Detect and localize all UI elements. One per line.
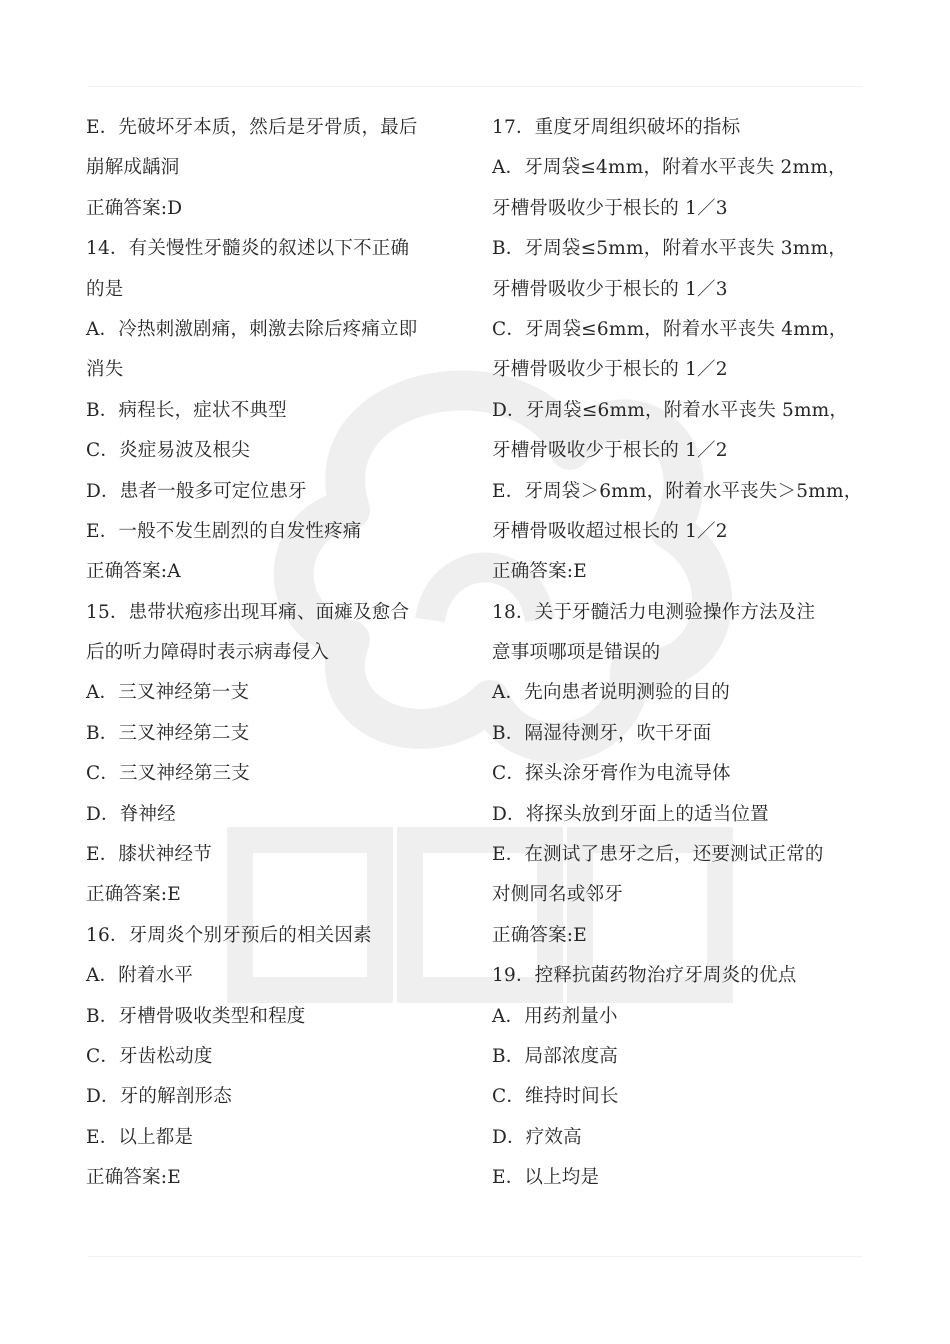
right-column-line: 牙槽骨吸收少于根长的 1／2 [492, 440, 728, 462]
left-column-line: 16．牙周炎个别牙预后的相关因素 [86, 924, 372, 946]
right-column-line: D．牙周袋≤6mm，附着水平丧失 5mm， [492, 399, 849, 421]
header-divider [88, 86, 862, 87]
right-column-line: B．牙周袋≤5mm，附着水平丧失 3mm， [492, 238, 847, 260]
left-column-line: E．先破坏牙本质，然后是牙骨质，最后 [86, 117, 418, 138]
right-column-line: 牙槽骨吸收少于根长的 1／2 [492, 359, 728, 381]
right-column-line: 意事项哪项是错误的 [492, 642, 661, 664]
left-column-line: D．脊神经 [86, 803, 176, 825]
left-column [86, 108, 458, 1199]
left-column-line: 正确答案:E [86, 1167, 181, 1189]
right-column-line: D．疗效高 [492, 1126, 582, 1148]
right-column-line: C．探头涂牙膏作为电流导体 [492, 763, 731, 785]
right-column-line: B．隔湿待测牙，吹干牙面 [492, 722, 712, 744]
left-column-line: 正确答案:D [86, 197, 183, 219]
footer-divider [88, 1256, 862, 1257]
left-column-line: 崩解成龋洞 [86, 157, 180, 179]
right-column-line: 18．关于牙髓活力电测验操作方法及注 [492, 601, 816, 623]
right-column-line: 正确答案:E [492, 924, 587, 946]
left-column-line: A．冷热刺激剧痛，刺激去除后疼痛立即 [86, 318, 418, 340]
right-column-line: E．牙周袋＞6mm，附着水平丧失＞5mm， [492, 480, 863, 502]
right-column-line: 17．重度牙周组织破坏的指标 [492, 117, 741, 138]
right-column [492, 108, 876, 1199]
right-column-line: 正确答案:E [492, 561, 587, 583]
right-column-line: E．在测试了患牙之后，还要测试正常的 [492, 844, 824, 866]
left-column-line: A．三叉神经第一支 [86, 682, 250, 704]
right-column-line: D．将探头放到牙面上的适当位置 [492, 803, 769, 825]
right-column-line: B．局部浓度高 [492, 1045, 618, 1067]
left-column-line: 消失 [86, 359, 124, 381]
left-column-line: 的是 [86, 278, 124, 300]
right-column-line: C．维持时间长 [492, 1086, 619, 1108]
left-column-line: 14．有关慢性牙髓炎的叙述以下不正确 [86, 238, 410, 260]
right-column-line: E．以上均是 [492, 1167, 600, 1189]
left-column-line: D．牙的解剖形态 [86, 1086, 232, 1108]
right-column-line: A．牙周袋≤4mm，附着水平丧失 2mm， [492, 157, 847, 179]
left-column-line: A．附着水平 [86, 965, 194, 987]
left-column-line: D．患者一般多可定位患牙 [86, 480, 307, 502]
right-column-line: 牙槽骨吸收超过根长的 1／2 [492, 520, 728, 542]
right-column-line: C．牙周袋≤6mm，附着水平丧失 4mm， [492, 318, 848, 340]
left-column-line: E．以上都是 [86, 1126, 194, 1148]
right-column-line: 牙槽骨吸收少于根长的 1／3 [492, 278, 728, 300]
right-column-line: 对侧同名或邻牙 [492, 884, 623, 906]
left-column-line: 正确答案:E [86, 884, 181, 906]
right-column-line: 牙槽骨吸收少于根长的 1／3 [492, 197, 728, 219]
left-column-line: C．三叉神经第三支 [86, 763, 250, 785]
left-column-line: 后的听力障碍时表示病毒侵入 [86, 642, 330, 664]
left-column-line: B．牙槽骨吸收类型和程度 [86, 1005, 306, 1027]
left-column-line: C．牙齿松动度 [86, 1045, 213, 1067]
left-column-line: B．病程长，症状不典型 [86, 399, 287, 421]
left-column-line: 正确答案:A [86, 561, 181, 583]
left-column-line: 15．患带状疱疹出现耳痛、面瘫及愈合 [86, 601, 410, 623]
left-column-line: E．一般不发生剧烈的自发性疼痛 [86, 520, 362, 542]
left-column-line: E．膝状神经节 [86, 844, 212, 866]
left-column-line: B．三叉神经第二支 [86, 722, 250, 744]
right-column-line: A．先向患者说明测验的目的 [492, 682, 730, 704]
left-column-line: C．炎症易波及根尖 [86, 440, 250, 462]
right-column-line: 19．控释抗菌药物治疗牙周炎的优点 [492, 965, 797, 987]
right-column-line: A．用药剂量小 [492, 1005, 618, 1027]
